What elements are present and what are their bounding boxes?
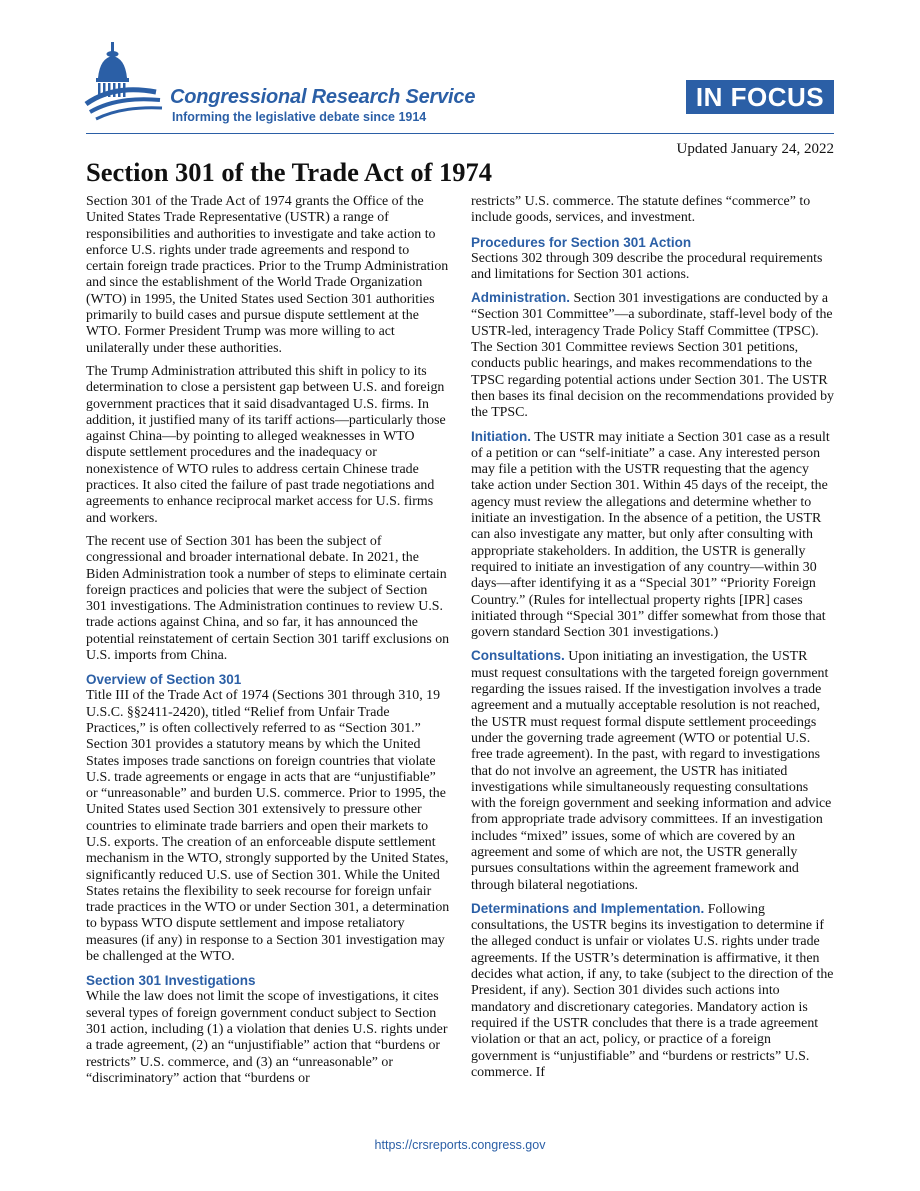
lead-in-determinations: Determinations and Implementation. — [471, 900, 705, 916]
in-focus-badge: IN FOCUS — [686, 80, 834, 114]
page-title: Section 301 of the Trade Act of 1974 — [86, 157, 493, 187]
lead-in-initiation: Initiation. — [471, 428, 531, 444]
paragraph-determinations — [471, 901, 835, 1081]
paragraph-text: Following consultations, the USTR begins its investigation to determine if the alleged conduct is unfair or violates U.S. rights under trade agreements. If the USTR’s determination is affirmative, it then decides what action, if any, to take (subject to the direction of the President, if any). Section 301 divides such actions into mandatory and discretionary categories. Mandatory action is required if the USTR concludes that there is a trade agreement violation or that an act, policy, or practice of a foreign government is “unjustifiable” and “burdens or restricts” U.S. commerce. If — [471, 901, 834, 1080]
paragraph-text: Section 301 investigations are conducted by a “Section 301 Committee”—a subordinate, staff-level body of the USTR-led, interagency Trade Policy Staff Committee (TPSC). The Section 301 Committee reviews Section 301 petitions, conducts public hearings, and makes recommendations to the TPSC regarding potential actions under Section 301. The USTR then bases its final decision on the recommendations provided by the TPSC. — [471, 291, 835, 421]
paragraph: restricts” U.S. commerce. The statute defines “commerce” to include goods, services, and investment. — [471, 194, 811, 226]
brand-name: Congressional Research Service — [170, 86, 476, 108]
footer-url-link[interactable]: https://crsreports.congress.gov — [374, 1138, 546, 1152]
section-heading-overview: Overview of Section 301 — [86, 672, 242, 688]
paragraph-administration — [471, 290, 835, 421]
left-column — [86, 194, 450, 1094]
section-heading-investigations: Section 301 Investigations — [86, 973, 256, 989]
paragraph: The Trump Administration attributed this shift in policy to its determination to close a persistent gap between U.S. and foreign government practices that it said disadvantaged U.S. firms. In addition, it justified many of its tariff actions—particularly those against China—by pointing to alleged weaknesses in WTO dispute settlement procedures and the inadequacy or nonexistence of WTO rules to address certain Chinese trade practices. It also cited the failure of past trade negotiations and agreements to enhance reciprocal market access for U.S. firms and workers. — [86, 363, 446, 526]
paragraph-consultations — [471, 648, 835, 893]
paragraph: While the law does not limit the scope of investigations, it cites several types of foreign government conduct subject to Section 301 action, including (1) a violation that denies U.S. rights under a trade agreement, (2) an “unjustifiable” action that “burdens or restricts” U.S. commerce, and (3) an “unreasonable” or “discriminatory” action that “burdens or — [86, 989, 448, 1086]
brand-tagline: Informing the legislative debate since 1914 — [172, 110, 427, 124]
header-rule — [86, 133, 834, 134]
lead-in-consultations: Consultations. — [471, 648, 565, 664]
paragraph: Title III of the Trade Act of 1974 (Sections 301 through 310, 19 U.S.C. §§2411-2420), titled “Relief from Unfair Trade Practices,” is often collectively referred to as “Section 301.” Section 301 provides a statutory means by which the United States imposes trade sanctions on foreign countries that violate U.S. trade agreements or engage in acts that are “unjustifiable” or “unreasonable” and burden U.S. commerce. Prior to 1995, the United States used Section 301 extensively to pressure other countries to eliminate trade barriers and open their markets to U.S. exports. The creation of an enforceable dispute settlement mechanism in the WTO, strongly supported by the United States, significantly reduced U.S. use of Section 301. While the United States retains the flexibility to seek recourse for foreign unfair trade practices in the WTO or under Section 301, a determination to bypass WTO dispute settlement and impose retaliatory measures (if any) in response to a Section 301 investigation may be challenged at the WTO. — [86, 688, 450, 965]
paragraph: Sections 302 through 309 describe the procedural requirements and limitations for Section 301 actions. — [471, 250, 823, 282]
capitol-dome-icon — [84, 40, 164, 122]
paragraph-text: Upon initiating an investigation, the USTR must request consultations with the targeted foreign government regarding the issues raised. If the investigation involves a trade agreement and a mutually acceptable resolution is not reached, the USTR must request formal dispute settlement proceedings under the governing trade agreement (WTO or potential U.S. free trade agreement). In the past, with regard to investigations that do not involve an agreement, the USTR has initiated investigations while simultaneously requesting consultations with the foreign government and seeking information and advice from appropriate trade advisory committees. If an investigation includes “mixed” issues, some of which are covered by an agreement and some of which are not, the USTR generally pursues consultations within the agreement framework and through bilateral negotiations. — [471, 649, 832, 893]
section-heading-procedures: Procedures for Section 301 Action — [471, 234, 692, 250]
updated-date: Updated January 24, 2022 — [676, 141, 834, 157]
paragraph: Section 301 of the Trade Act of 1974 grants the Office of the United States Trade Representative (USTR) a range of responsibilities and authorities to investigate and take action to enforce U.S. rights under trade agreements and respond to certain foreign trade practices. Prior to the Trump Administration and since the establishment of the World Trade Organization (WTO) in 1995, the United States used Section 301 authorities primarily to build cases and pursue dispute settlement at the WTO. Former President Trump was more willing to act unilaterally under these authorities. — [86, 194, 449, 356]
paragraph-initiation — [471, 429, 835, 642]
lead-in-administration: Administration. — [471, 290, 571, 306]
right-column — [471, 194, 835, 1088]
paragraph-text: The USTR may initiate a Section 301 case as a result of a petition or can “self-initiate” a case. Any interested person may file a petition with the USTR requesting that the agency take action under Section 301. Within 45 days of the receipt, the agency must review the allegations and determine whether to initiate an investigation. In the absence of a petition, the USTR can also investigate any matter, but only after consulting with appropriate stakeholders. In addition, the USTR is generally required to initiate an investigation of any country—within 30 days—after identifying it as a “Special 301” “Priority Foreign Country.” (Rules for intellectual property rights [IPR] cases initiated through “Special 301” differ somewhat from those that govern standard Section 301 investigations.) — [471, 429, 830, 641]
paragraph: The recent use of Section 301 has been the subject of congressional and broader international debate. In 2021, the Biden Administration took a number of steps to eliminate certain foreign practices and policies that were the subject of Section 301 investigations. The Administration continues to review U.S. trade actions against China, and so far, it has announced the potential reinstatement of certain Section 301 tariff exclusions on U.S. imports from China. — [86, 533, 450, 664]
page-header — [0, 0, 920, 157]
